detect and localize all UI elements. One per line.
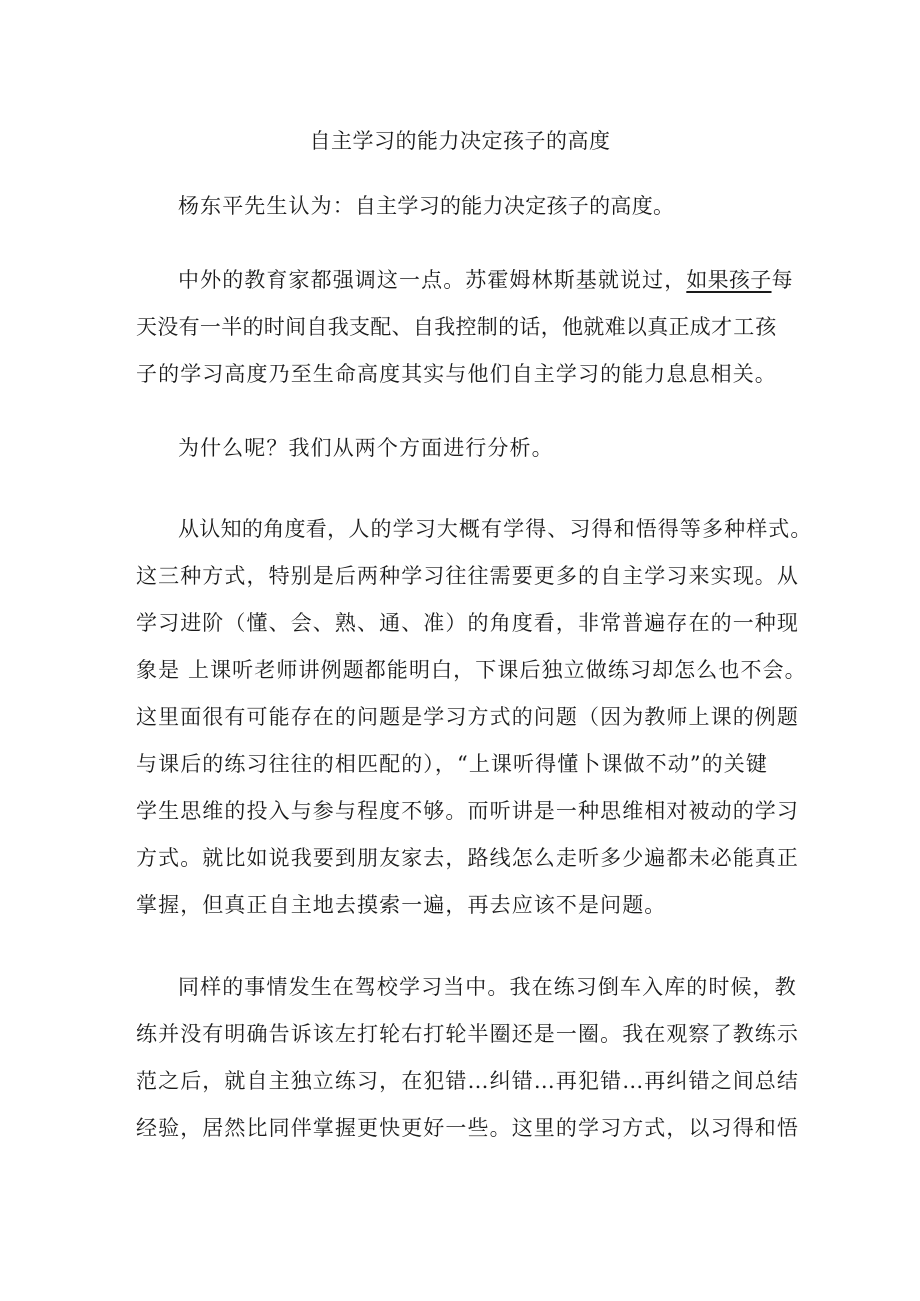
intro-claim: 自主学习的能力决定孩子的高度。: [354, 194, 675, 218]
paragraph-educators-line-1: [178, 265, 793, 295]
text-run: 人的学习大概有学得、习得和悟得等多种样式。: [348, 517, 813, 541]
paragraph-driving-line-1: 同样的事情发生在驾校学习当中。我在练习倒车入库的时候，教: [178, 975, 797, 999]
paragraph-driving-line-4: 经验，居然比同伴掌握更快更好一些。这里的学习方式，以习得和悟: [136, 1116, 799, 1140]
paragraph-intro: [178, 191, 786, 221]
paragraph-cognition-line-5: 这里面很有可能存在的问题是学习方式的问题（因为教师上课的例题: [136, 705, 799, 729]
section-lead: 从认知的角度看，: [178, 517, 349, 541]
text-run: 每: [771, 268, 793, 292]
paragraph-cognition-line-1: [178, 514, 813, 544]
intro-lead: 杨东平先生认为：: [178, 194, 355, 218]
paragraph-cognition-line-2: 这三种方式，特别是后两种学习往往需要更多的自主学习来实现。从: [136, 564, 799, 588]
underlined-text: 如果孩子: [686, 268, 772, 292]
paragraph-educators-line-3: 子的学习高度乃至生命高度其实与他们自主学习的能力息息相关。: [136, 362, 777, 386]
paragraph-cognition-line-9: 掌握，但真正自主地去摸索一遍，再去应该不是问题。: [136, 893, 667, 917]
text-run: 中外的教育家都强调这一点。苏霍姆林斯基就说过，: [178, 268, 687, 292]
paragraph-driving-line-2: 练并没有明确告诉该左打轮右打轮半圈还是一圈。我在观察了教练示: [136, 1022, 799, 1046]
paragraph-cognition-line-8: 方式。就比如说我要到朋友家去，路线怎么走听多少遍都未必能真正: [136, 846, 799, 870]
paragraph-cognition-line-7: 学生思维的投入与参与程度不够。而听讲是一种思维相对被动的学习: [136, 799, 799, 823]
paragraph-educators-line-2: [136, 312, 786, 342]
document-title: 自主学习的能力决定孩子的高度: [309, 129, 611, 153]
paragraph-cognition-line-3: 学习进阶（懂、会、熟、通、准）的角度看，非常普遍存在的一种现: [136, 611, 799, 635]
text-run: 才工孩: [711, 315, 778, 339]
paragraph-question: 为什么呢？我们从两个方面进行分析。: [178, 436, 554, 460]
paragraph-cognition-line-4: 象是 上课听老师讲例题都能明白，下课后独立做练习却怎么也不会。: [136, 658, 807, 682]
text-run: 天没有一半的时间自我支配、自我控制的话，他就难以真正成: [136, 315, 712, 339]
paragraph-cognition-line-6: 与课后的练习往往的相匹配的），“上课听得懂卜课做不动”的关键: [136, 752, 768, 776]
paragraph-driving-line-3: 范之后，就自主独立练习，在犯错…纠错…再犯错…再纠错之间总结: [136, 1069, 799, 1093]
